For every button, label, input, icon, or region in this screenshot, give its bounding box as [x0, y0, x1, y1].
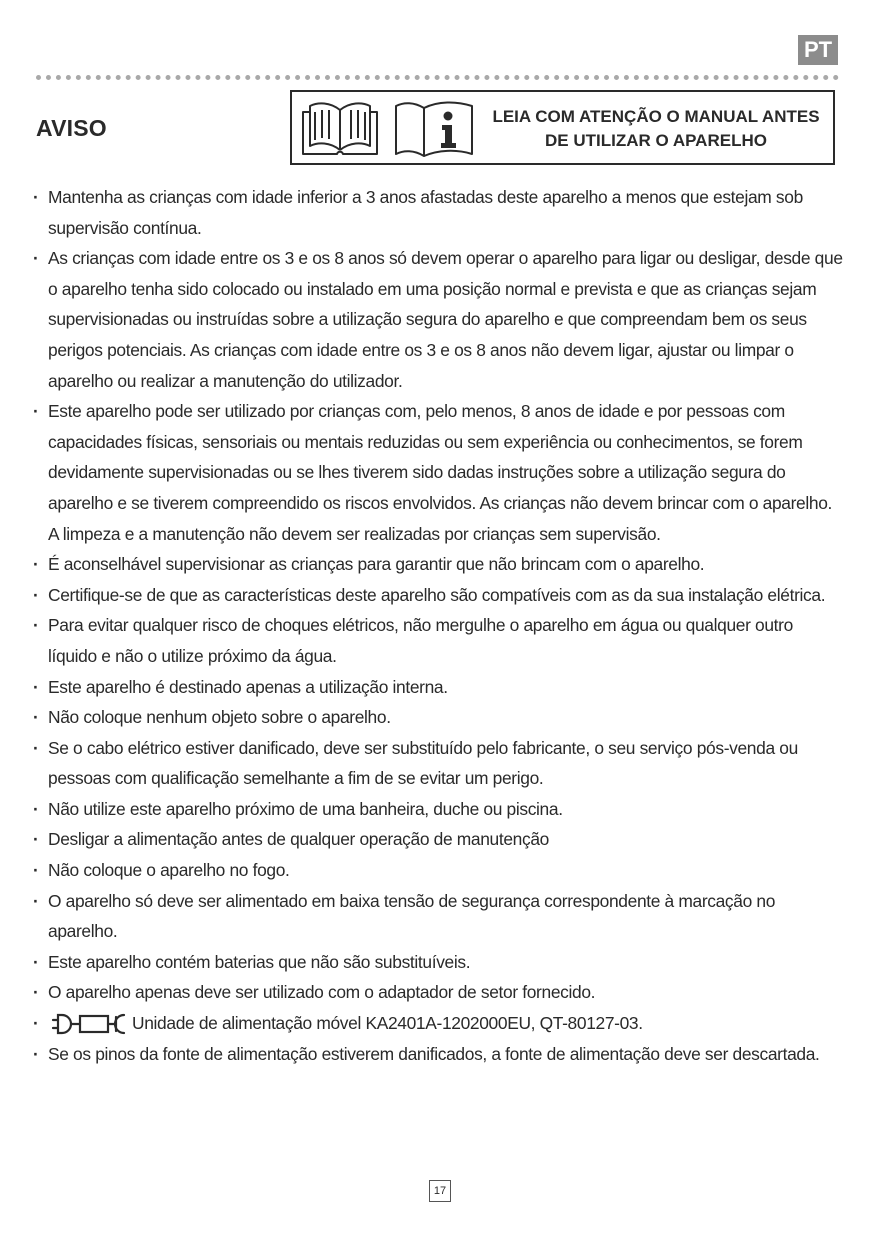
list-item: · Não coloque o aparelho no fogo. — [33, 855, 843, 886]
open-book-icon — [300, 98, 380, 158]
page-number — [429, 1180, 451, 1202]
list-item: · O aparelho apenas deve ser utilizado com o adaptador de setor fornecido. — [33, 977, 843, 1008]
list-item-power-unit — [33, 1008, 843, 1039]
list-item: · Este aparelho pode ser utilizado por crianças com, pelo menos, 8 anos de idade e por pessoas com capacidades físicas, sensoriais ou mentais reduzidas ou sem experiência ou conhecimentos, se forem devidamente supervisionadas ou se lhes tiverem sido dadas instruções sobre a utilização segura do aparelho e se tiverem compreendido os riscos envolvidos. As crianças não devem brincar com o aparelho. A limpeza e a manutenção não devem ser realizadas por crianças sem supervisão. — [33, 396, 843, 549]
list-item: · Se os pinos da fonte de alimentação estiverem danificados, a fonte de alimentação deve ser descartada. — [33, 1039, 843, 1070]
language-code: PT — [803, 37, 833, 62]
dotted-divider — [36, 75, 839, 80]
detachable-power-supply-icon — [48, 1013, 128, 1035]
information-manual-icon — [392, 98, 478, 158]
power-unit-text: Unidade de alimentação móvel KA2401A-1202000EU, QT-80127-03. — [132, 1013, 643, 1034]
safety-warnings-list — [33, 182, 843, 1069]
list-item: · Não utilize este aparelho próximo de uma banheira, duche ou piscina. — [33, 794, 843, 825]
section-title: AVISO — [36, 115, 107, 141]
list-item: · Não coloque nenhum objeto sobre o aparelho. — [33, 702, 843, 733]
list-item: · É aconselhável supervisionar as crianças para garantir que não brincam com o aparelho. — [33, 549, 843, 580]
page-number-text: 17 — [433, 1185, 447, 1197]
language-badge — [798, 35, 838, 65]
list-item: · Certifique-se de que as características deste aparelho são compatíveis com as da sua instalação elétrica. — [33, 580, 843, 611]
list-item: · Mantenha as crianças com idade inferior a 3 anos afastadas deste aparelho a menos que estejam sob supervisão contínua. — [33, 182, 843, 243]
list-item: · O aparelho só deve ser alimentado em baixa tensão de segurança correspondente à marcação no aparelho. — [33, 886, 843, 947]
list-item: · Desligar a alimentação antes de qualquer operação de manutenção — [33, 824, 843, 855]
list-item: · Este aparelho é destinado apenas a utilização interna. — [33, 672, 843, 703]
list-item: · Para evitar qualquer risco de choques elétricos, não mergulhe o aparelho em água ou qualquer outro líquido e não o utilize próximo da água. — [33, 610, 843, 671]
list-item: · Este aparelho contém baterias que não são substituíveis. — [33, 947, 843, 978]
read-manual-warning-text: LEIA COM ATENÇÃO O MANUAL ANTES DE UTILIZAR O APARELHO — [492, 107, 820, 150]
read-manual-warning-box — [290, 90, 835, 165]
list-item: · As crianças com idade entre os 3 e os 8 anos só devem operar o aparelho para ligar ou desligar, desde que o aparelho tenha sido colocado ou instalado em uma posição normal e prevista e que as crianças sejam supervisionadas ou instruídas sobre a utilização segura do aparelho e que compreendam bem os seus perigos potenciais. As crianças com idade entre os 3 e os 8 anos não devem ligar, ajustar ou limpar o aparelho ou realizar a manutenção do utilizador. — [33, 243, 843, 396]
list-item: · Se o cabo elétrico estiver danificado, deve ser substituído pelo fabricante, o seu serviço pós-venda ou pessoas com qualificação semelhante a fim de se evitar um perigo. — [33, 733, 843, 794]
